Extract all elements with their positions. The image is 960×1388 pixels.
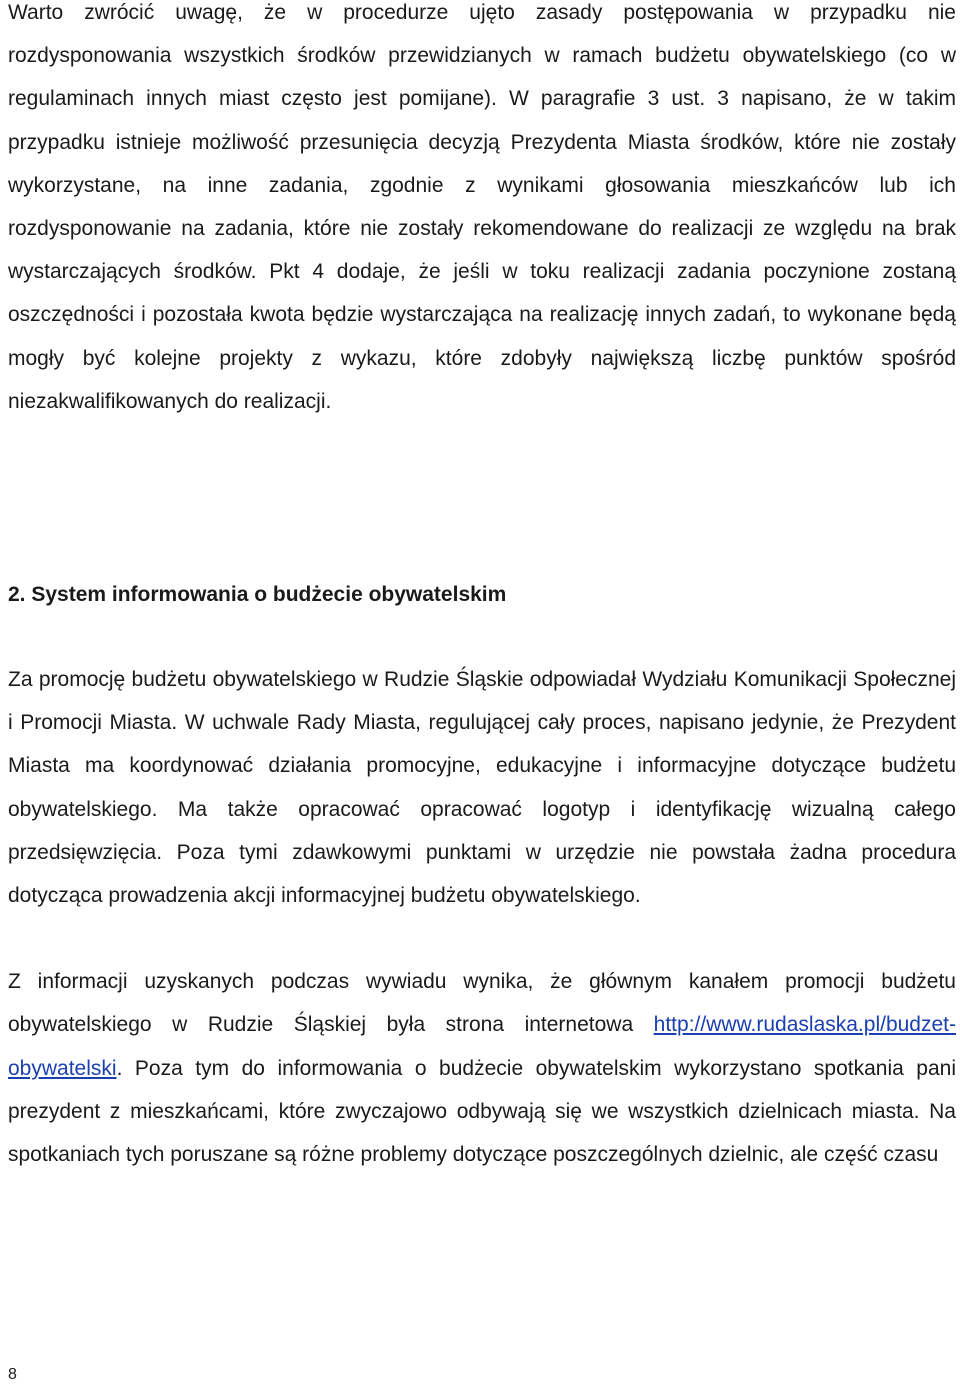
- paragraph-channels: [8, 960, 956, 1176]
- page-number: 8: [8, 1366, 17, 1383]
- document-page: [8, 0, 956, 1176]
- paragraph-procedure: Warto zwrócić uwagę, że w procedurze ujęto zasady postępowania w przypadku nie rozdysponowania wszystkich środków przewidzianych w ramach budżetu obywatelskiego (co w regulaminach innych miast często jest pomijane). W paragrafie 3 ust. 3 napisano, że w takim przypadku istnieje możliwość przesunięcia decyzją Prezydenta Miasta środków, które nie zostały wykorzystane, na inne zadania, zgodnie z wynikami głosowania mieszkańców lub ich rozdysponowanie na zadania, które nie zostały rekomendowane do realizacji ze względu na brak wystarczających środków. Pkt 4 dodaje, że jeśli w toku realizacji zadania poczynione zostaną oszczędności i pozostała kwota będzie wystarczająca na realizację innych zadań, to wykonane będą mogły być kolejne projekty z wykazu, które zdobyły największą liczbę punktów spośród niezakwalifikowanych do realizacji.: [8, 1, 956, 413]
- paragraph-channels-text-start: Z informacji uzyskanych podczas wywiadu wynika, że głównym kanałem promocji budżetu obywatelskiego w Rudzie Śląskiej była strona internetowa: [8, 970, 956, 1037]
- paragraph-channels-text-end: . Poza tym do informowania o budżecie obywatelskim wykorzystano spotkania pani prezydent z mieszkańcami, które zwyczajowo odbywają się we wszystkich dzielnicach miasta. Na spotkaniach tych poruszane są różne problemy dotyczące poszczególnych dzielnic, ale część czasu: [8, 1056, 956, 1167]
- budget-website-link[interactable]: http://www.rudaslaska.pl/budzet-obywatelski: [8, 1013, 956, 1080]
- paragraph-promotion: Za promocję budżetu obywatelskiego w Rudzie Śląskie odpowiadał Wydziału Komunikacji Społecznej i Promocji Miasta. W uchwale Rady Miasta, regulującej cały proces, napisano jedynie, że Prezydent Miasta ma koordynować działania promocyjne, edukacyjne i informacyjne dotyczące budżetu obywatelskiego. Ma także opracować opracować logotyp i identyfikację wizualną całego przedsięwzięcia. Poza tymi zdawkowymi punktami w urzędzie nie powstała żadna procedura dotycząca prowadzenia akcji informacyjnej budżetu obywatelskiego.: [8, 668, 956, 908]
- section-heading: 2. System informowania o budżecie obywatelskim: [8, 583, 507, 607]
